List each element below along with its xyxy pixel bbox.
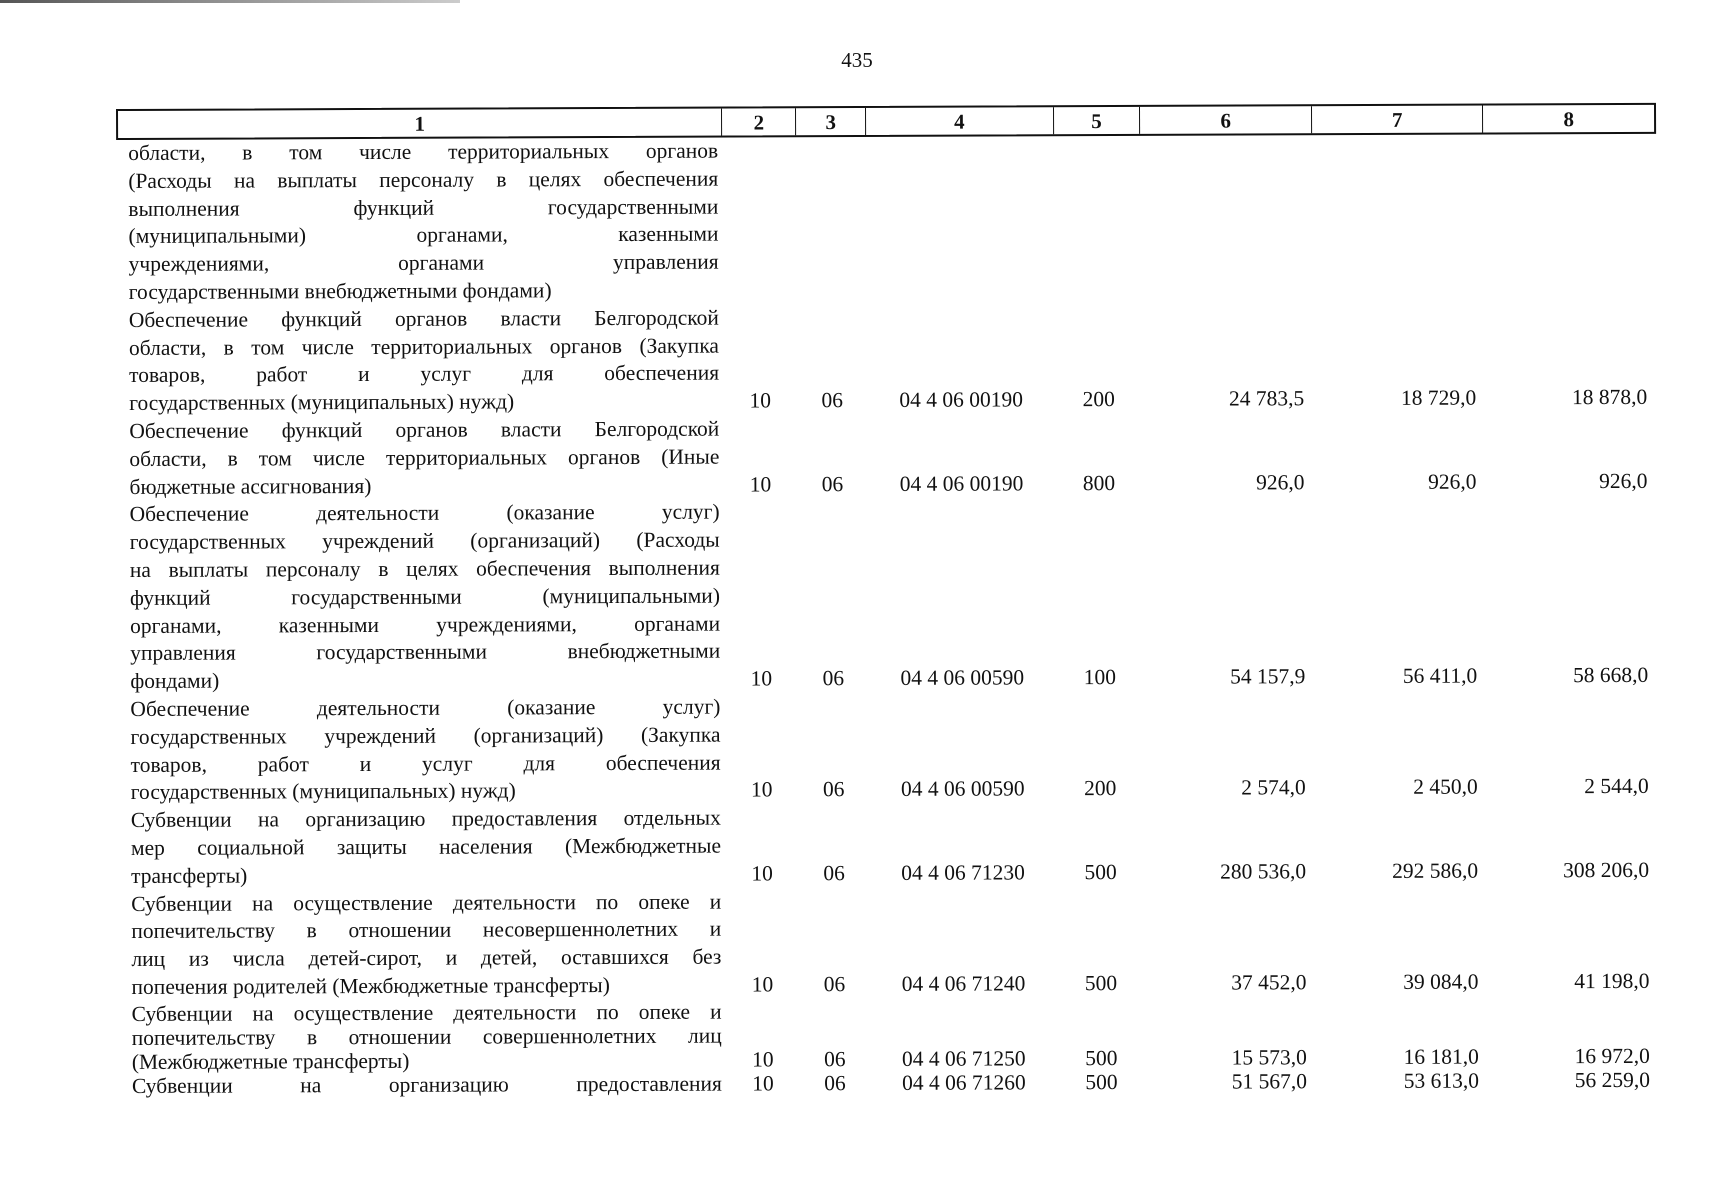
cell-section: 10 — [749, 471, 772, 497]
description-line: Обеспечение деятельности (оказание услуг) — [130, 694, 721, 721]
cell-amount-col7: 2 450,0 — [1413, 774, 1478, 800]
cell-subsection: 06 — [821, 388, 843, 413]
cell-amount-col6: 2 574,0 — [1241, 775, 1306, 800]
cell-amount-col8: 926,0 — [1599, 468, 1648, 493]
description-line: товаров, работ и услуг для обеспечения — [130, 750, 721, 777]
cell-amount-col6: 51 567,0 — [1231, 1068, 1307, 1094]
page-number: 435 — [841, 48, 873, 72]
cell-section: 10 — [749, 388, 771, 413]
row-description — [116, 138, 723, 307]
cell-subsection: 06 — [822, 777, 845, 802]
table-row — [119, 801, 1659, 891]
cell-amount-col6: 37 452,0 — [1231, 970, 1307, 995]
description-line: государственных (муниципальных) нужд) — [129, 389, 515, 416]
table-row — [118, 495, 1659, 696]
header-col-3: 3 — [796, 108, 866, 135]
row-description — [118, 499, 725, 696]
description-line: лиц из числа детей-сирот, и детей, оставшихся без — [131, 944, 722, 972]
description-line: Обеспечение функций органов власти Белгородской — [128, 305, 719, 332]
cell-amount-col7: 56 411,0 — [1402, 663, 1478, 688]
description-line: Субвенции на организацию предоставления — [131, 1071, 722, 1098]
description-line: попечительству в отношении несовершеннолетних и — [131, 916, 722, 944]
description-line: Субвенции на организацию предоставления отдельных — [130, 805, 721, 833]
description-line: на выплаты персоналу в целях обеспечения выполнения — [129, 555, 720, 582]
description-line: управления государственными внебюджетными — [130, 638, 721, 666]
cell-expense-type: 500 — [1084, 970, 1118, 996]
row-description — [119, 805, 725, 891]
description-line: товаров, работ и услуг для обеспечения — [129, 360, 720, 388]
description-line: трансферты) — [131, 863, 248, 888]
table-row — [119, 884, 1659, 1001]
row-description — [120, 999, 726, 1073]
table-row — [120, 1068, 1660, 1098]
cell-expense-type: 100 — [1083, 665, 1116, 690]
description-line: функций государственными (муниципальными) — [129, 583, 721, 610]
cell-amount-col6: 15 573,0 — [1231, 1044, 1307, 1070]
cell-section: 10 — [751, 861, 773, 886]
table-body — [116, 134, 1660, 1098]
description-line: (муниципальными) органами, казенными — [128, 221, 719, 249]
cell-expense-type: 500 — [1084, 859, 1117, 884]
cell-amount-col7: 292 586,0 — [1392, 858, 1479, 883]
table-row — [117, 301, 1657, 418]
header-col-6: 6 — [1140, 106, 1312, 134]
cell-section: 10 — [752, 1047, 774, 1072]
cell-subsection: 06 — [824, 1070, 846, 1095]
cell-amount-col8: 56 259,0 — [1574, 1067, 1650, 1092]
cell-amount-col7: 53 613,0 — [1403, 1068, 1479, 1093]
description-line: области, в том числе территориальных органов — [128, 138, 719, 165]
header-col-5: 5 — [1054, 107, 1141, 134]
description-line: фондами) — [130, 668, 220, 694]
cell-expense-type: 200 — [1084, 776, 1117, 801]
scan-edge-mark — [0, 0, 460, 3]
description-line: Субвенции на осуществление деятельности по опеке и — [131, 889, 722, 916]
cell-subsection: 06 — [821, 471, 844, 496]
cell-amount-col8: 308 206,0 — [1563, 857, 1650, 882]
cell-target-article: 04 4 06 00190 — [899, 470, 1024, 496]
description-line: Субвенции на осуществление деятельности по опеке и — [131, 999, 722, 1026]
cell-amount-col8: 18 878,0 — [1571, 385, 1648, 410]
cell-target-article: 04 4 06 71260 — [902, 1070, 1026, 1095]
description-line: области, в том числе территориальных органов (Иные — [129, 444, 720, 471]
description-line: области, в том числе территориальных органов (Закупка — [128, 333, 720, 360]
description-line: бюджетные ассигнования) — [129, 473, 372, 499]
description-line: мер социальной защиты населения (Межбюджетные — [130, 833, 722, 860]
header-col-1: 1 — [118, 109, 723, 138]
table-row — [117, 412, 1657, 502]
description-line: (Расходы на выплаты персоналу в целях обеспечения — [128, 166, 719, 193]
description-line: учреждениями, органами управления — [128, 249, 719, 277]
description-line: Обеспечение функций органов власти Белгородской — [129, 416, 720, 443]
description-line: попечения родителей (Межбюджетные трансферты) — [131, 972, 610, 999]
description-line: государственных учреждений (организаций) (Расходы — [129, 527, 720, 555]
cell-amount-col7: 16 181,0 — [1403, 1044, 1479, 1069]
row-description — [120, 1071, 726, 1097]
table-row — [116, 134, 1657, 307]
cell-target-article: 04 4 06 71250 — [901, 1046, 1026, 1071]
cell-expense-type: 500 — [1085, 1045, 1118, 1070]
cell-target-article: 04 4 06 71240 — [901, 971, 1026, 996]
row-description — [117, 304, 723, 418]
cell-subsection: 06 — [822, 666, 845, 691]
cell-subsection: 06 — [823, 971, 846, 997]
table-row — [118, 690, 1658, 807]
description-line: государственными внебюджетными фондами) — [128, 278, 552, 304]
cell-section: 10 — [750, 666, 773, 691]
row-description — [117, 416, 723, 502]
description-line: государственных (муниципальных) нужд) — [130, 778, 516, 805]
cell-amount-col8: 2 544,0 — [1584, 774, 1649, 799]
cell-section: 10 — [752, 1071, 774, 1096]
cell-amount-col7: 18 729,0 — [1400, 385, 1477, 411]
cell-amount-col6: 280 536,0 — [1220, 858, 1307, 884]
header-col-2: 2 — [722, 108, 796, 135]
header-col-4: 4 — [866, 107, 1054, 135]
cell-expense-type: 500 — [1085, 1069, 1118, 1094]
description-line: (Межбюджетные трансферты) — [131, 1048, 410, 1074]
cell-section: 10 — [751, 972, 774, 997]
description-line: государственных учреждений (организаций) (Закупка — [130, 722, 721, 749]
header-col-8: 8 — [1563, 107, 1575, 132]
row-description — [118, 694, 724, 808]
cell-amount-col8: 58 668,0 — [1572, 662, 1649, 688]
description-line: органами, казенными учреждениями, органами — [130, 611, 721, 638]
cell-amount-col8: 41 198,0 — [1574, 968, 1650, 994]
cell-section: 10 — [750, 777, 773, 802]
cell-amount-col7: 39 084,0 — [1403, 969, 1479, 994]
cell-target-article: 04 4 06 71230 — [901, 860, 1025, 885]
description-line: Обеспечение деятельности (оказание услуг) — [129, 499, 720, 527]
cell-subsection: 06 — [824, 1046, 846, 1071]
budget-table — [116, 103, 1660, 1098]
cell-subsection: 06 — [823, 860, 845, 885]
cell-target-article: 04 4 06 00590 — [900, 776, 1025, 802]
description-line: выполнения функций государственными — [128, 194, 719, 221]
description-line: попечительству в отношении совершеннолетних лиц — [131, 1023, 722, 1050]
header-col-7: 7 — [1312, 106, 1484, 134]
cell-amount-col6: 926,0 — [1256, 469, 1305, 494]
cell-target-article: 04 4 06 00190 — [899, 387, 1024, 413]
cell-expense-type: 800 — [1082, 470, 1116, 495]
cell-amount-col6: 24 783,5 — [1228, 386, 1305, 411]
row-description — [119, 888, 725, 1002]
cell-target-article: 04 4 06 00590 — [900, 665, 1025, 690]
table-row — [120, 996, 1660, 1074]
cell-amount-col8: 16 972,0 — [1574, 1043, 1650, 1068]
cell-amount-col6: 54 157,9 — [1229, 664, 1306, 689]
cell-expense-type: 200 — [1082, 387, 1115, 412]
cell-amount-col7: 926,0 — [1428, 469, 1477, 494]
